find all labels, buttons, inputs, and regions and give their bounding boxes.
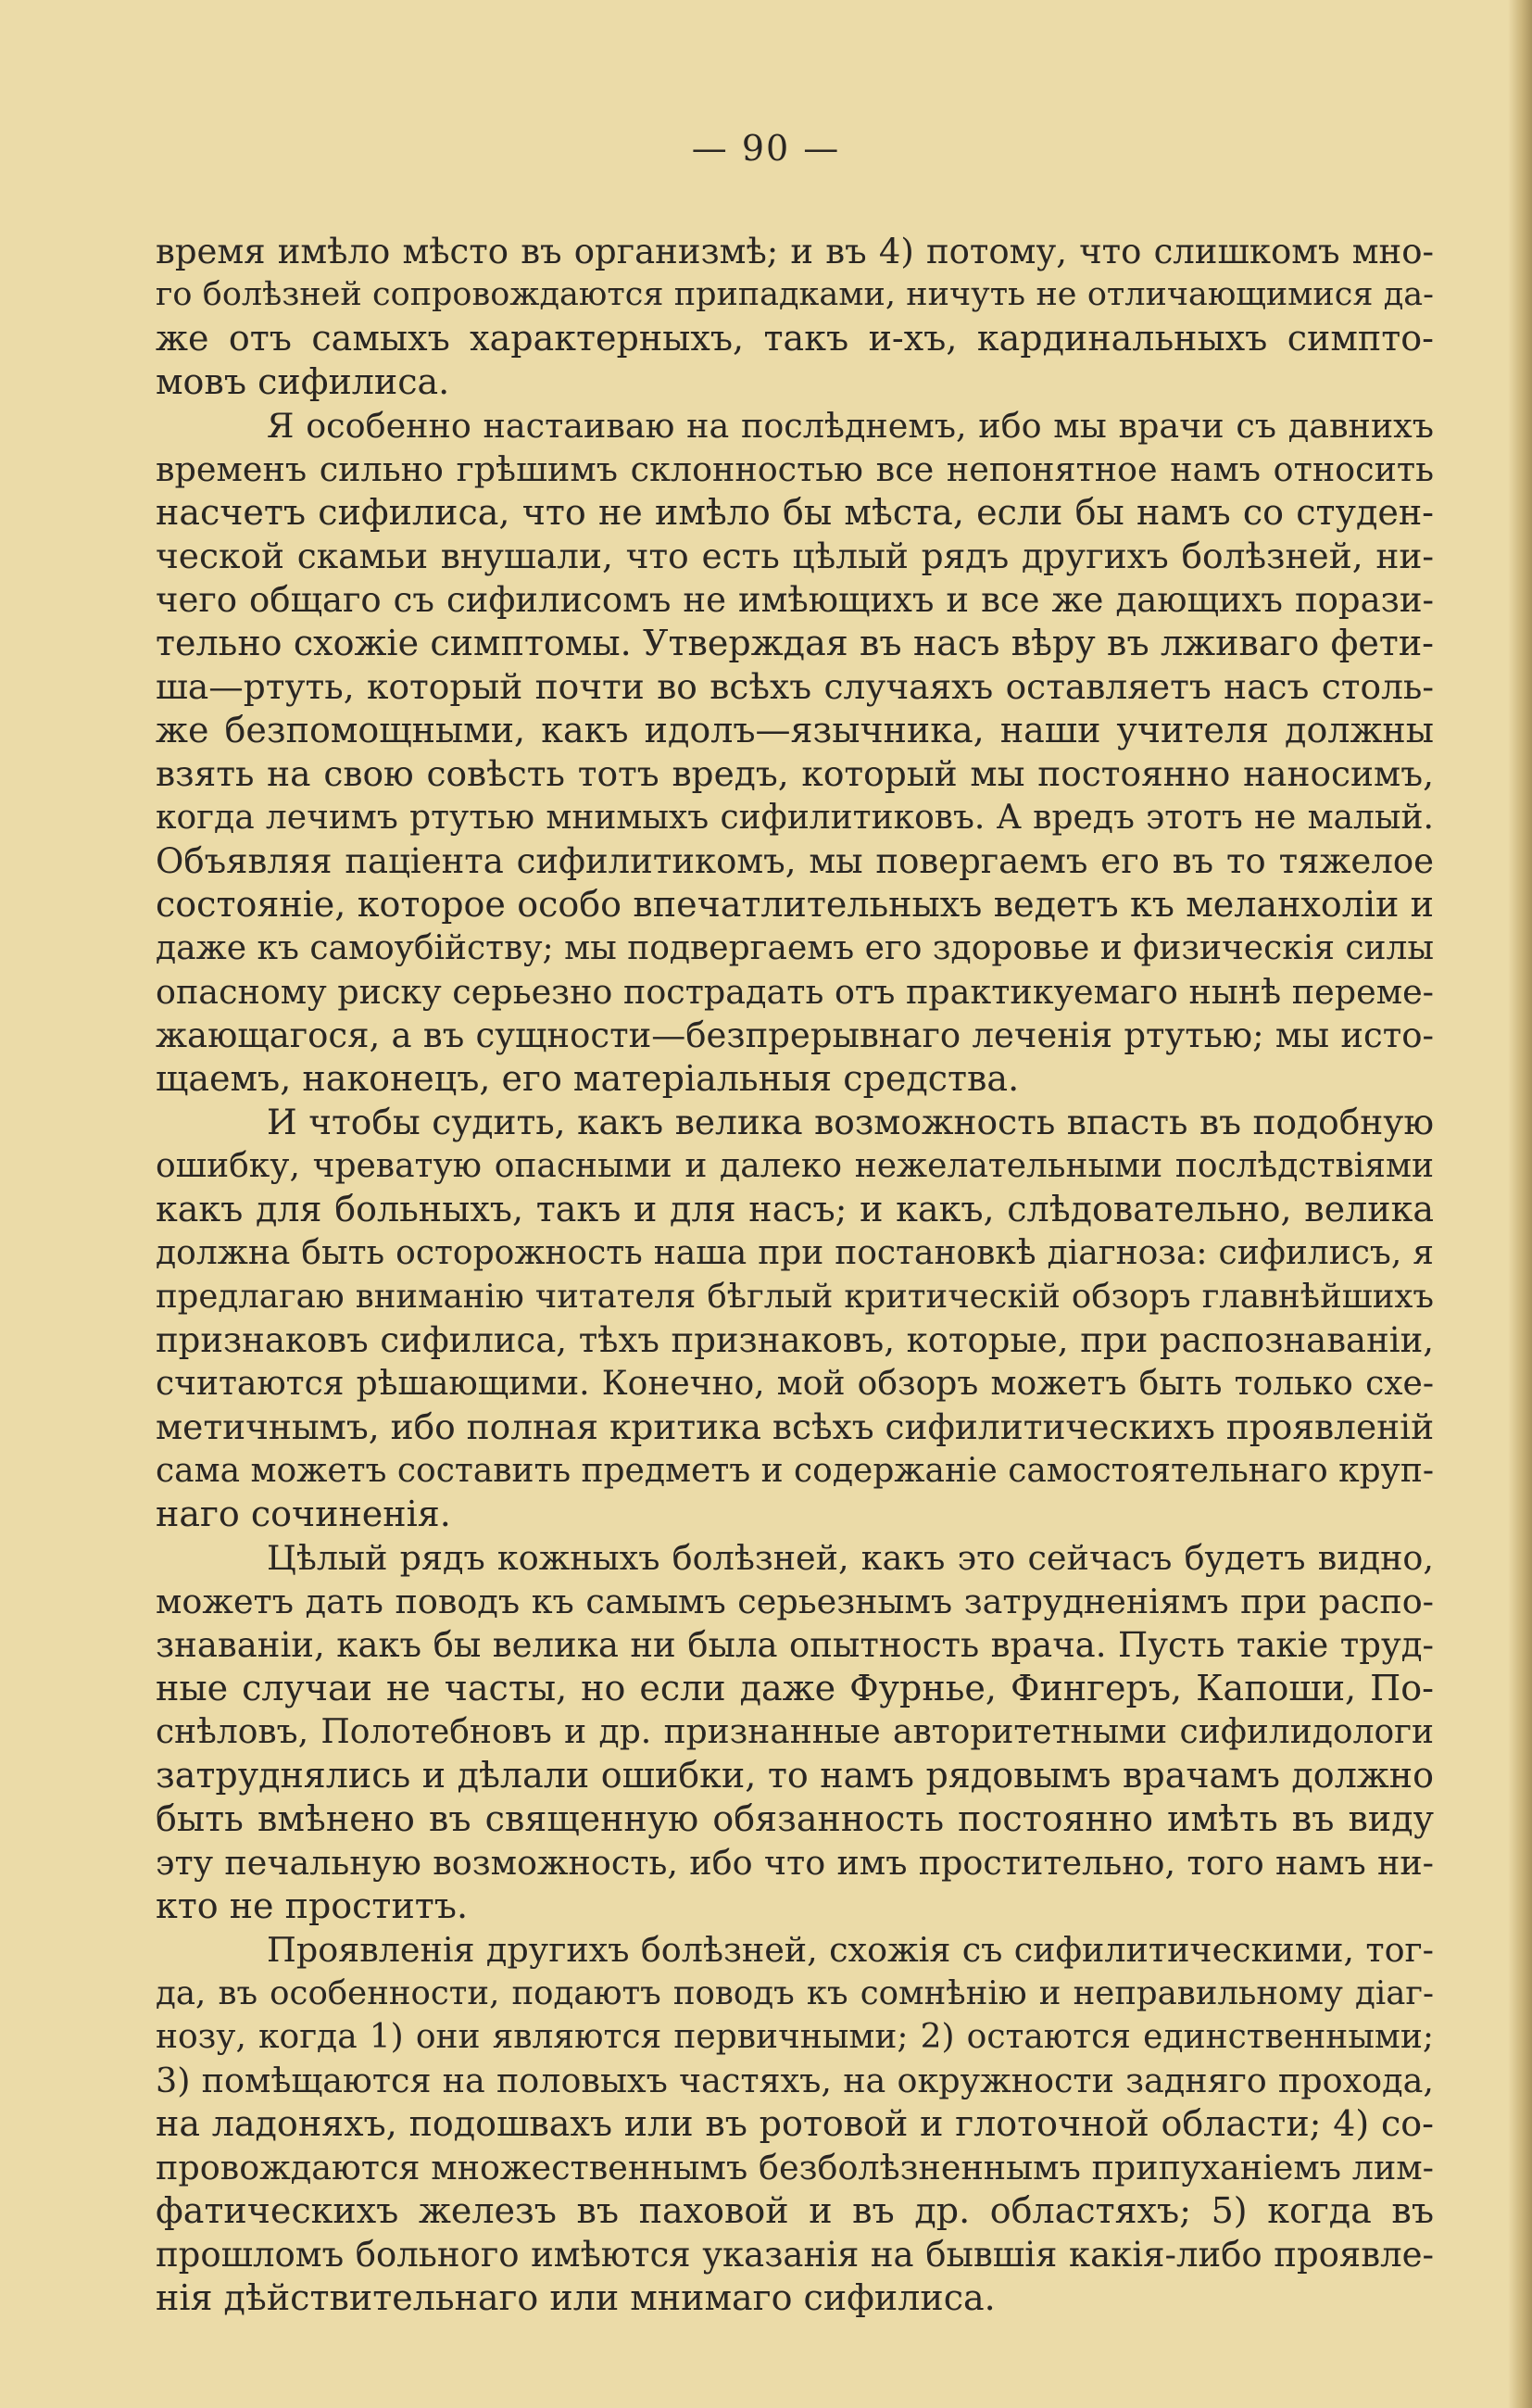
page-number: — 90 — [691, 128, 841, 169]
text-line: нозу, когда 1) они являются первичными; 2) остаются единственными; [156, 2018, 1434, 2056]
body-text [156, 230, 1434, 2320]
text-line: насчетъ сифилиса, что не имѣло бы мѣста, если бы намъ со студен- [156, 492, 1434, 533]
text-line: 3) помѣщаются на половыхъ частяхъ, на окружности задняго прохода, [156, 2061, 1434, 2100]
text-line: знаваніи, какъ бы велика ни была опытность врача. Пусть такіе труд- [156, 1625, 1434, 1665]
text-line: же отъ самыхъ характерныхъ, такъ и-хъ, кардинальныхъ симпто- [156, 318, 1434, 359]
text-line: взять на свою совѣсть тотъ вредъ, который мы постоянно наносимъ, [156, 753, 1434, 794]
text-line: предлагаю вниманію читателя бѣглый критическій обзоръ главнѣйшихъ [156, 1278, 1434, 1316]
text-line: временъ сильно грѣшимъ склонностью все непонятное намъ относить [156, 449, 1434, 489]
text-line: когда лечимъ ртутью мнимыхъ сифилитиковъ. А вредъ этотъ не малый. [156, 799, 1434, 837]
text-line: ческой скамьи внушали, что есть цѣлый рядъ другихъ болѣзней, ни- [156, 536, 1434, 576]
text-line: состояніе, которое особо впечатлительныхъ ведетъ къ меланхоліи и [156, 884, 1434, 925]
text-line: Я особенно настаиваю на послѣднемъ, ибо мы врачи съ давнихъ [267, 406, 1434, 446]
text-line: ные случаи не часты, но если даже Фурнье, Фингеръ, Капоши, По- [156, 1668, 1434, 1708]
text-line: наго сочиненія. [156, 1494, 451, 1534]
text-line: провождаются множественнымъ безболѣзненнымъ припуханіемъ лим- [156, 2148, 1434, 2187]
text-line: да, въ особенности, подаютъ поводъ къ сомнѣнію и неправильному діаг- [156, 1974, 1434, 2012]
text-line: признаковъ сифилиса, тѣхъ признаковъ, которые, при распознаваніи, [156, 1320, 1434, 1360]
text-line: даже къ самоубійству; мы подвергаемъ его здоровье и физическія силы [156, 929, 1434, 967]
text-line: Проявленія другихъ болѣзней, схожія съ сифилитическими, тог- [267, 1930, 1434, 1970]
paragraph [156, 1928, 1434, 2320]
paragraph [156, 1536, 1434, 1928]
text-line: считаются рѣшающими. Конечно, мой обзоръ можетъ быть только схе- [156, 1365, 1434, 1403]
text-line: фатическихъ железъ въ паховой и въ др. областяхъ; 5) когда въ [156, 2190, 1434, 2231]
text-line: го болѣзней сопровождаются припадками, ничуть не отличающимися да- [156, 276, 1434, 313]
text-line: метичнымъ, ибо полная критика всѣхъ сифилитическихъ проявленій [156, 1406, 1434, 1447]
text-line: щаемъ, наконецъ, его матеріальныя средства. [156, 1058, 1020, 1099]
text-line: Объявляя паціента сифилитикомъ, мы повергаемъ его въ то тяжелое [156, 841, 1434, 881]
text-line: ша—ртуть, который почти во всѣхъ случаяхъ оставляетъ насъ столь- [156, 666, 1434, 707]
text-line: сама можетъ составить предметъ и содержаніе самостоятельнаго круп- [156, 1452, 1434, 1490]
text-line: должна быть осторожность наша при постановкѣ діагноза: сифилисъ, я [156, 1234, 1434, 1272]
text-line: какъ для больныхъ, такъ и для насъ; и какъ, слѣдовательно, велика [156, 1189, 1434, 1229]
text-line: ошибку, чреватую опасными и далеко нежелательными послѣдствіями [156, 1147, 1434, 1185]
text-line: быть вмѣнено въ священную обязанность постоянно имѣть въ виду [156, 1798, 1434, 1839]
text-line: И чтобы судить, какъ велика возможность впасть въ подобную [267, 1102, 1434, 1142]
text-line: снѣловъ, Полотебновъ и др. признанные авторитетными сифилидологи [156, 1713, 1434, 1751]
text-line: мовъ сифилиса. [156, 361, 450, 402]
text-line: чего общаго съ сифилисомъ не имѣющихъ и все же дающихъ порази- [156, 580, 1434, 620]
paragraph [156, 230, 1434, 404]
text-line: время имѣло мѣсто въ организмѣ; и въ 4) потому, что слишкомъ мно- [156, 232, 1434, 271]
text-line: жающагося, а въ сущности—безпрерывнаго леченія ртутью; мы исто- [156, 1015, 1434, 1055]
text-line: Цѣлый рядъ кожныхъ болѣзней, какъ это сейчасъ будетъ видно, [267, 1538, 1434, 1578]
text-line: кто не проститъ. [156, 1885, 469, 1926]
paragraph [156, 404, 1434, 1101]
text-line: эту печальную возможность, ибо что имъ простительно, того намъ ни- [156, 1843, 1434, 1883]
text-line: можетъ дать поводъ къ самымъ серьезнымъ затрудненіямъ при распо- [156, 1582, 1434, 1621]
text-line: на ладоняхъ, подошвахъ или въ ротовой и глоточной области; 4) со- [156, 2103, 1434, 2144]
text-line: затруднялись и дѣлали ошибки, то намъ рядовымъ врачамъ должно [156, 1755, 1434, 1796]
text-line: же безпомощными, какъ идолъ—язычника, наши учителя должны [156, 710, 1434, 750]
text-line: опасному риску серьезно пострадать отъ практикуемаго нынѣ переме- [156, 972, 1434, 1012]
text-line: прошломъ больного имѣются указанія на бывшія какія-либо проявле- [156, 2235, 1434, 2275]
text-line: нія дѣйствительнаго или мнимаго сифилиса. [156, 2277, 996, 2318]
text-line: тельно схожіе симптомы. Утверждая въ насъ вѣру въ лживаго фети- [156, 623, 1434, 663]
paragraph [156, 1101, 1434, 1536]
page-edge-shadow [1508, 0, 1532, 2408]
